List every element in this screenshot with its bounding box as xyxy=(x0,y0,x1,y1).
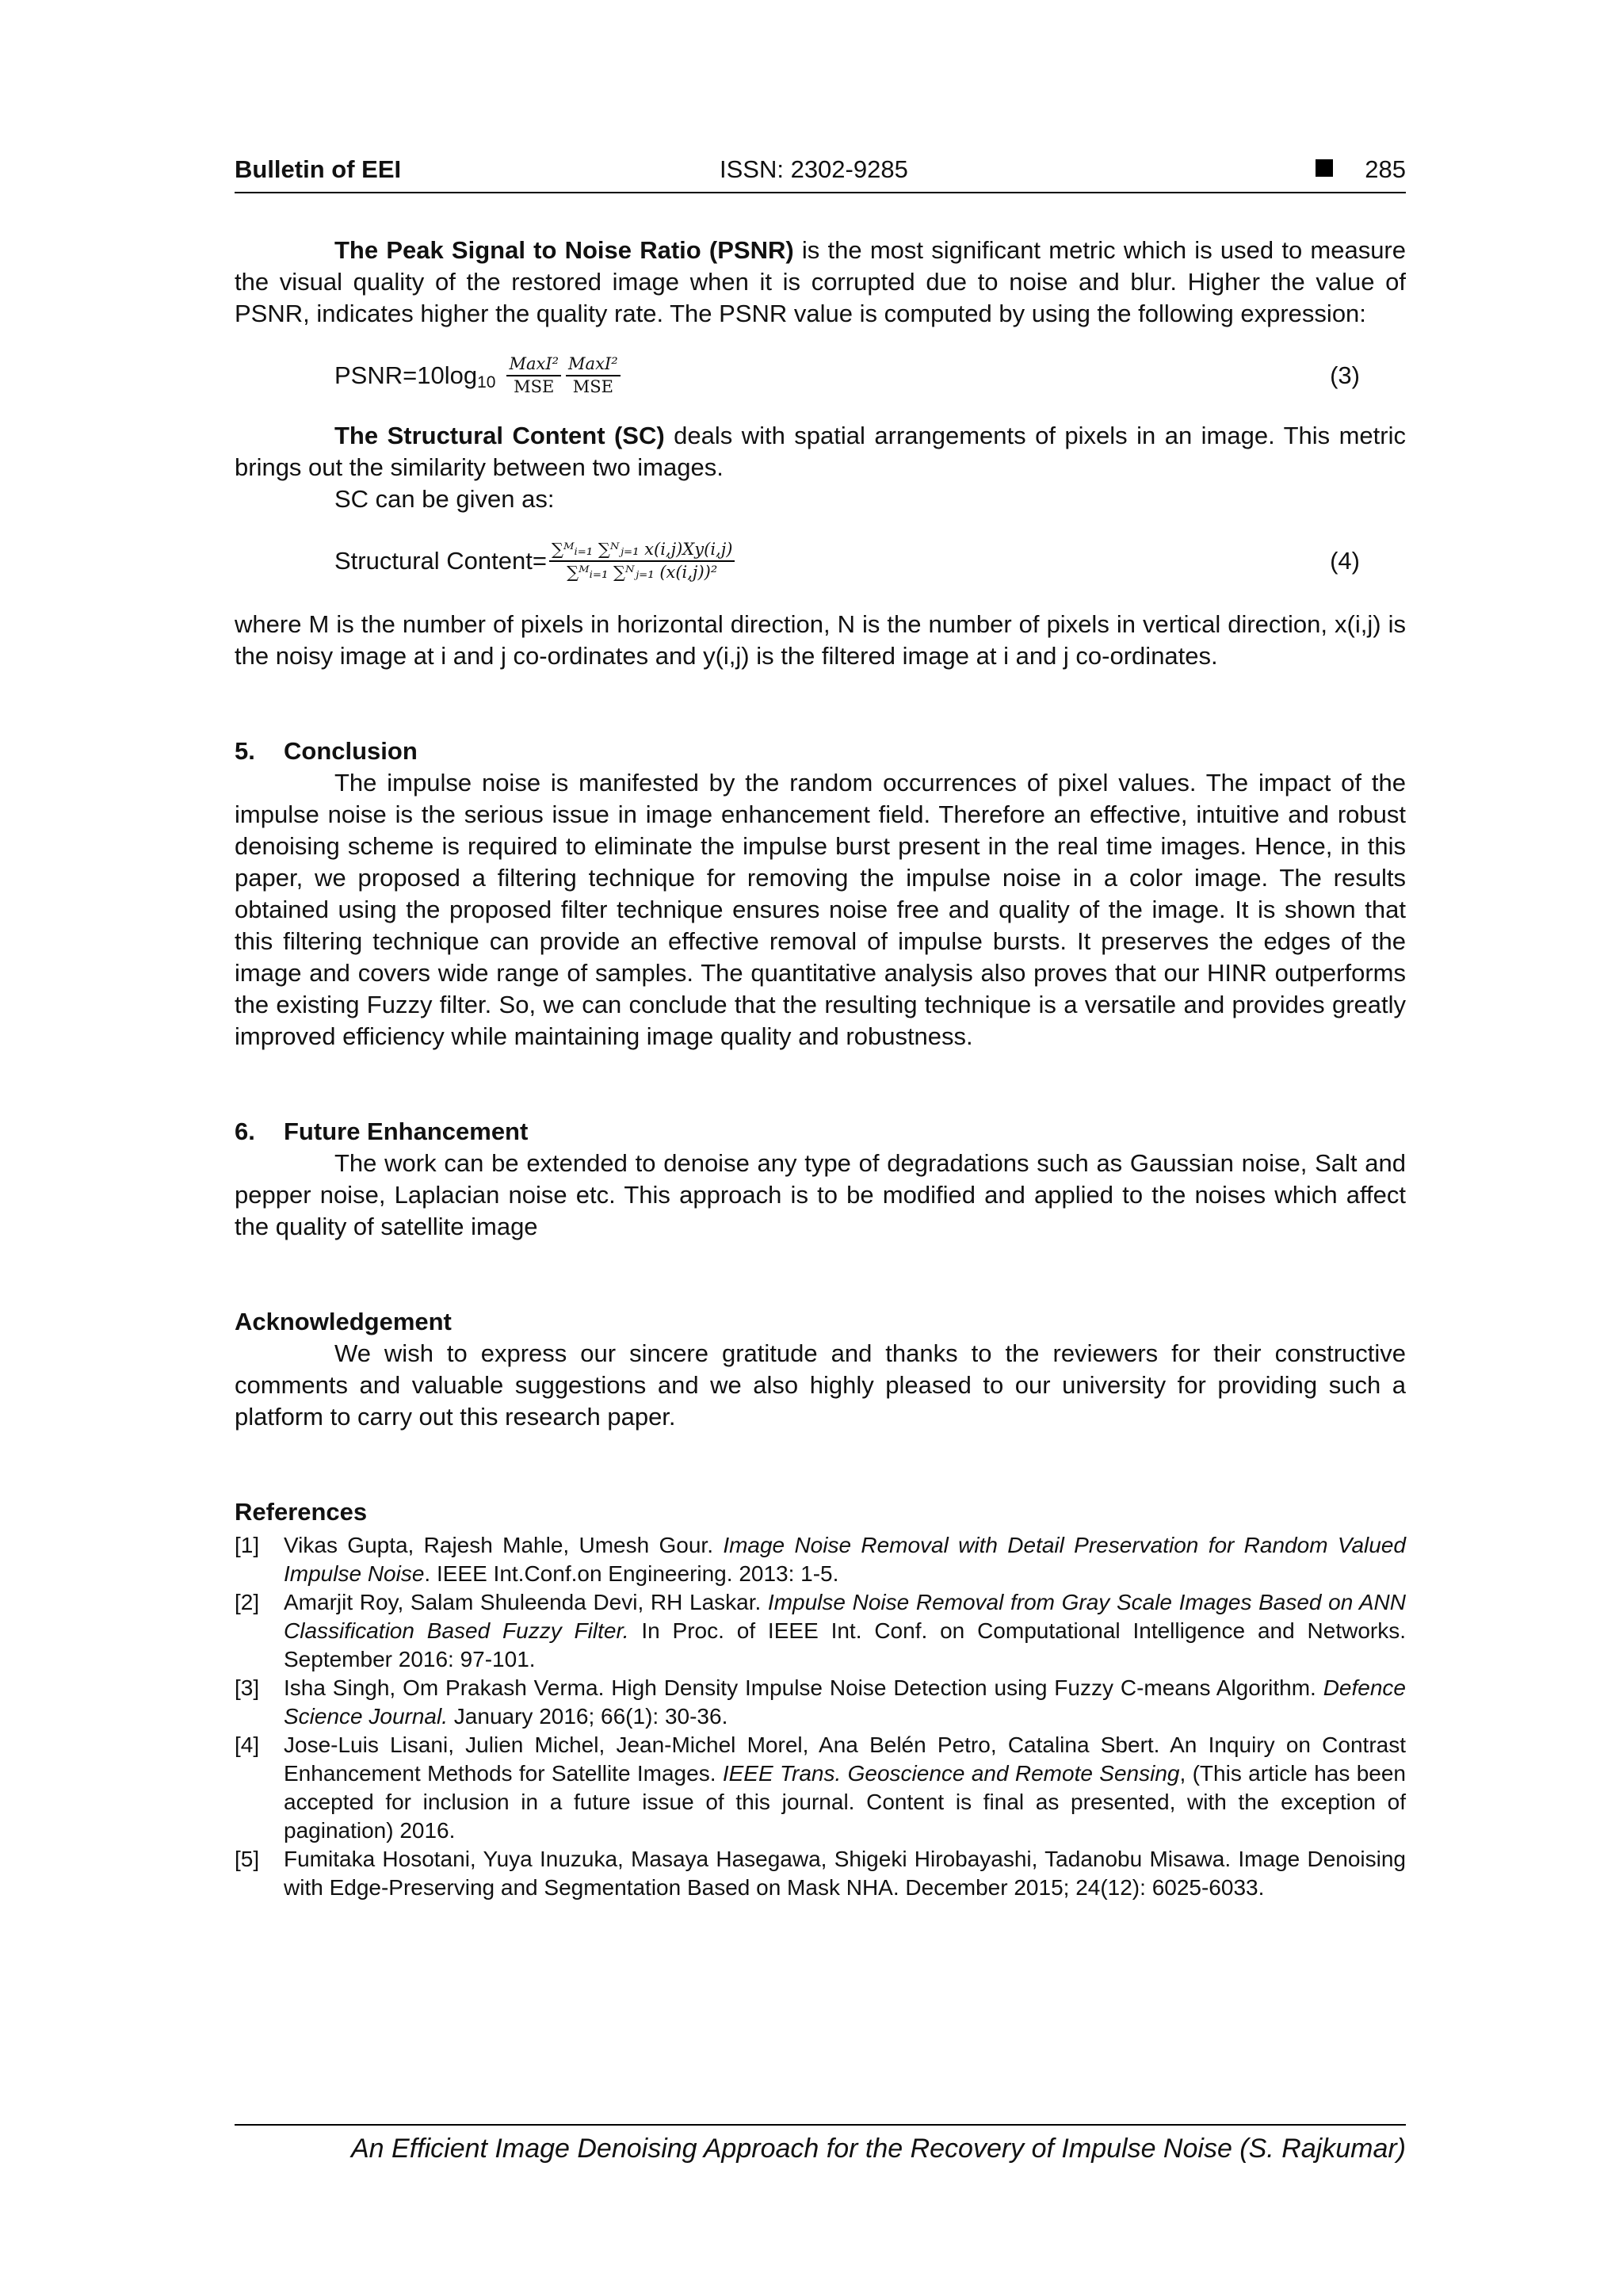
reference-text xyxy=(284,1531,1406,1588)
acknowledgement-paragraph: We wish to express our sincere gratitude and thanks to the reviewers for their constructive comments and valuable suggestions and we also highly pleased to our university for providing such a platform to carry out this research paper. xyxy=(235,1339,1406,1431)
square-bullet-icon xyxy=(1316,159,1333,177)
psnr-lead: The Peak Signal to Noise Ratio (PSNR) xyxy=(334,236,794,264)
page-body xyxy=(235,235,1406,1902)
reference-text xyxy=(284,1845,1406,1902)
equation-3-body xyxy=(334,353,623,398)
future-enhancement-heading xyxy=(235,1116,1406,1148)
reference-text xyxy=(284,1588,1406,1674)
reference-italic-part: IEEE Trans. Geoscience and Remote Sensing xyxy=(722,1761,1180,1786)
reference-text xyxy=(284,1731,1406,1845)
equation-3-number: (3) xyxy=(1330,361,1360,389)
where-paragraph: where M is the number of pixels in horizontal direction, N is the number of pixels in vertical direction, x(i,j) is the noisy image at i and j co-ordinates and y(i,j) is the filtered image at i and j co-ordinates. xyxy=(235,610,1406,670)
reference-part: In Proc. of IEEE Int. Conf. on Computational Intelligence and Networks. September 2016: 97-101. xyxy=(284,1618,1406,1671)
reference-italic-part: Image Noise Removal with Detail Preservation for Random Valued Impulse Noise xyxy=(284,1533,1406,1586)
page-header xyxy=(235,155,1406,193)
page-footer xyxy=(235,2124,1406,2164)
equation-4 xyxy=(235,526,1406,593)
conclusion-paragraph: The impulse noise is manifested by the random occurrences of pixel values. The impact of the impulse noise is the serious issue in image enhancement field. Therefore an effective, intuitive and robust denoising scheme is required to eliminate the impulse burst present in the real time images. Hence, in this paper, we proposed a filtering technique for removing the impulse noise in a color image. The results obtained using the proposed filter technique ensures noise free and quality of the image. It is shown that this filtering technique can provide an effective removal of impulse bursts. It preserves the edges of the image and covers wide range of samples. The quantitative analysis also proves that our HINR outperforms the existing Fuzzy filter. So, we can conclude that the resulting technique is a versatile and provides greatly improved efficiency while maintaining image quality and robustness. xyxy=(235,769,1406,1050)
reference-list xyxy=(235,1531,1406,1902)
references-heading: References xyxy=(235,1498,368,1526)
eq3-denominator-1: MSE xyxy=(514,377,555,396)
future-enhancement-number: 6. xyxy=(235,1117,255,1145)
reference-item xyxy=(235,1731,1406,1845)
page-number: 285 xyxy=(1365,155,1406,183)
sc-given-line: SC can be given as: xyxy=(334,485,555,513)
reference-part: Jose-Luis Lisani, Julien Michel, Jean-Michel Morel, Ana Belén Petro, Catalina Sbert. An Inquiry on Contrast Enhancement Methods for Satellite Images. xyxy=(284,1733,1406,1786)
eq4-fraction xyxy=(549,539,735,583)
reference-number: [2] xyxy=(235,1590,260,1614)
future-enhancement-paragraph: The work can be extended to denoise any type of degradations such as Gaussian noise, Salt and pepper noise, Laplacian noise etc. This approach is to be modified and applied to the noises which affect the quality of satellite image xyxy=(235,1149,1406,1240)
reference-part: Fumitaka Hosotani, Yuya Inuzuka, Masaya Hasegawa, Shigeki Hirobayashi, Tadanobu Misawa. Image Denoising with Edge-Preserving and Segmentation Based on Mask NHA. December 2015; 24(12): 6025-6033. xyxy=(284,1847,1406,1900)
reference-part: Amarjit Roy, Salam Shuleenda Devi, RH Laskar. xyxy=(284,1590,768,1614)
eq4-numerator: ∑ᴹᵢ₌₁ ∑ᴺⱼ₌₁ x(i,j)Xy(i,j) xyxy=(549,539,735,562)
reference-number: [3] xyxy=(235,1675,260,1700)
running-title: An Efficient Image Denoising Approach for the Recovery of Impulse Noise (S. Rajkumar) xyxy=(351,2134,1406,2164)
equation-3 xyxy=(235,341,1406,407)
journal-name: Bulletin of EEI xyxy=(235,155,402,183)
psnr-text: is the most significant metric which is used to measure the visual quality of the restored image when it is corrupted due to noise and blur. Higher the value of PSNR, indicates higher the quality rate. The PSNR value is computed by using the following expression: xyxy=(235,236,1406,327)
reference-part: January 2016; 66(1): 30-36. xyxy=(448,1704,728,1729)
reference-part: , (This article has been accepted for inclusion in a future issue of this journal. Content is final as presented, with the exception of pagination) 2016. xyxy=(284,1761,1406,1843)
reference-part: Vikas Gupta, Rajesh Mahle, Umesh Gour. xyxy=(284,1533,724,1557)
reference-item xyxy=(235,1531,1406,1588)
reference-number: [5] xyxy=(235,1847,260,1871)
eq3-fraction-2 xyxy=(566,353,621,398)
page-number-group xyxy=(1316,155,1406,184)
eq3-denominator-2: MSE xyxy=(572,377,613,396)
eq3-numerator-2: MaxI² xyxy=(566,353,621,376)
reference-part: . IEEE Int.Conf.on Engineering. 2013: 1-5. xyxy=(424,1561,839,1586)
sc-lead: The Structural Content (SC) xyxy=(334,422,665,449)
psnr-paragraph xyxy=(235,235,1406,330)
eq3-prefix: PSNR=10log xyxy=(334,361,478,389)
eq3-fraction-1 xyxy=(506,353,561,398)
reference-text xyxy=(284,1674,1406,1731)
conclusion-title: Conclusion xyxy=(284,737,418,765)
sc-text: deals with spatial arrangements of pixels in an image. This metric brings out the similarity between two images. xyxy=(235,422,1406,481)
eq4-denominator: ∑ᴹᵢ₌₁ ∑ᴺⱼ₌₁ (x(i,j))² xyxy=(567,563,718,582)
reference-item xyxy=(235,1674,1406,1731)
reference-number: [4] xyxy=(235,1733,260,1757)
eq3-log-base: 10 xyxy=(477,373,496,392)
reference-italic-part: Defence Science Journal. xyxy=(284,1675,1406,1729)
issn: ISSN: 2302-9285 xyxy=(720,155,908,183)
reference-number: [1] xyxy=(235,1533,260,1557)
future-enhancement-title: Future Enhancement xyxy=(284,1117,529,1145)
equation-4-number: (4) xyxy=(1330,547,1360,575)
eq4-prefix: Structural Content= xyxy=(334,547,547,575)
reference-part: Isha Singh, Om Prakash Verma. High Density Impulse Noise Detection using Fuzzy C-means Algorithm. xyxy=(284,1675,1323,1700)
equation-4-body xyxy=(334,539,737,583)
conclusion-heading xyxy=(235,735,1406,767)
eq3-numerator-1: MaxI² xyxy=(506,353,561,376)
acknowledgement-heading: Acknowledgement xyxy=(235,1308,452,1335)
sc-paragraph xyxy=(235,420,1406,483)
reference-italic-part: Impulse Noise Removal from Gray Scale Images Based on ANN Classification Based Fuzzy Filter. xyxy=(284,1590,1407,1643)
reference-item xyxy=(235,1588,1406,1674)
conclusion-number: 5. xyxy=(235,737,255,765)
reference-item xyxy=(235,1845,1406,1902)
